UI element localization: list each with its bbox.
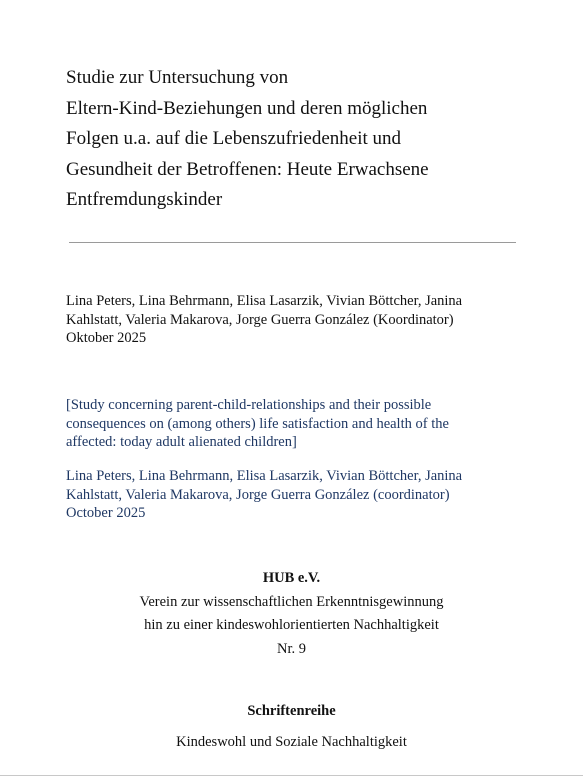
title-line: Folgen u.a. auf die Lebenszufriedenheit und	[66, 128, 402, 149]
title-divider	[69, 242, 516, 243]
page-bottom-edge	[0, 775, 583, 776]
german-authors-line: Kahlstatt, Valeria Makarova, Jorge Guerra González (Koordinator)	[66, 311, 454, 328]
series-name: Kindeswohl und Soziale Nachhaltigkeit	[176, 734, 407, 750]
english-date: October 2025	[66, 505, 146, 521]
english-title-line: affected: today adult alienated children]	[66, 434, 297, 450]
organization-description-line: hin zu einer kindeswohlorientierten Nachhaltigkeit	[144, 617, 439, 633]
title-line: Eltern-Kind-Beziehungen und deren möglichen	[66, 97, 428, 119]
title-line: Entfremdungskinder	[66, 189, 223, 210]
english-authors-line: Lina Peters, Lina Behrmann, Elisa Lasarzik, Vivian Böttcher, Janina	[66, 468, 463, 484]
english-authors-line: Kahlstatt, Valeria Makarova, Jorge Guerra González (coordinator)	[66, 486, 450, 503]
english-title-line: consequences on (among others) life satisfaction and health of the	[66, 415, 449, 432]
english-title	[66, 396, 536, 452]
title-line: Studie zur Untersuchung von	[66, 67, 289, 88]
series-heading: Schriftenreihe	[247, 703, 336, 719]
organization-block	[0, 567, 583, 661]
organization-description-line: Verein zur wissenschaftlichen Erkenntnisgewinnung	[139, 593, 444, 610]
document-title	[66, 63, 536, 216]
organization-name: HUB e.V.	[262, 570, 321, 586]
english-title-line: [Study concerning parent-child-relationships and their possible	[66, 397, 432, 413]
german-authors	[66, 292, 536, 348]
german-date: Oktober 2025	[66, 330, 147, 346]
english-authors	[66, 467, 536, 523]
title-line: Gesundheit der Betroffenen: Heute Erwachsene	[66, 158, 429, 180]
publication-number: Nr. 9	[277, 640, 306, 657]
german-authors-line: Lina Peters, Lina Behrmann, Elisa Lasarzik, Vivian Böttcher, Janina	[66, 293, 463, 309]
series-block	[0, 696, 583, 758]
